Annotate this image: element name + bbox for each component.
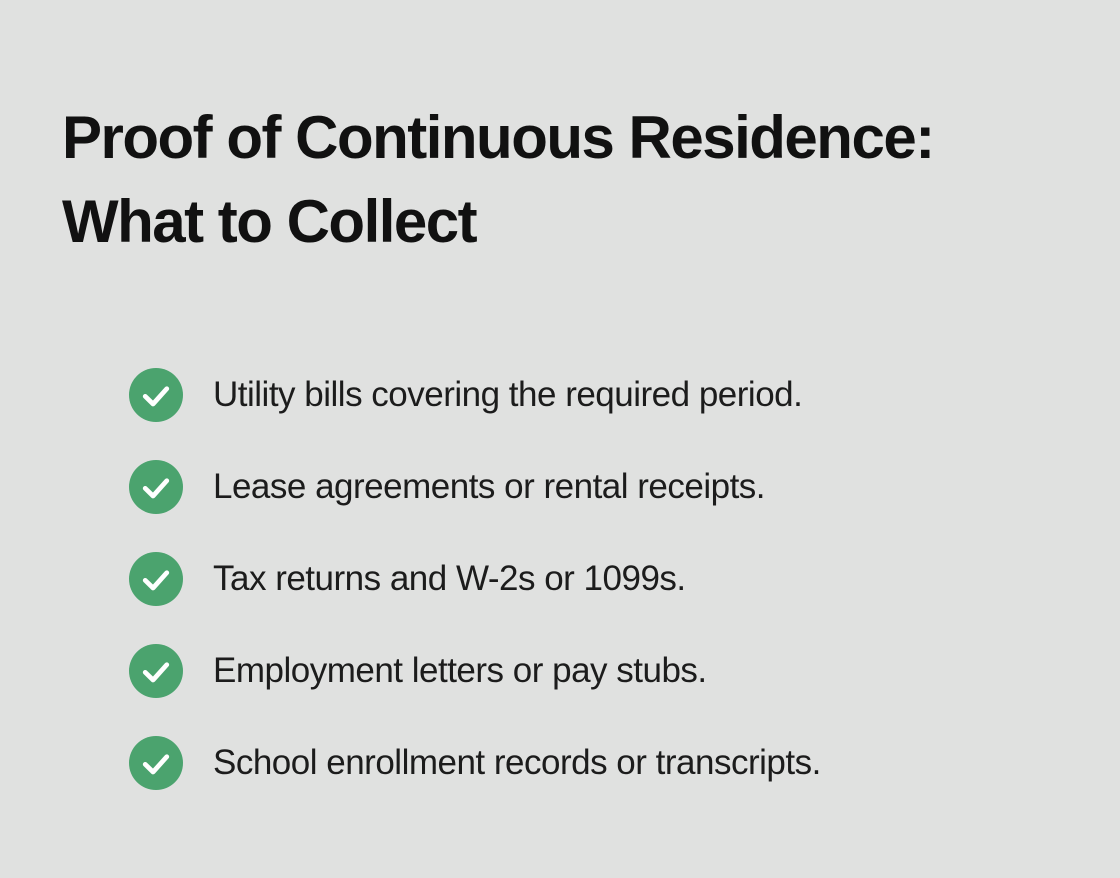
check-circle-icon <box>129 552 183 606</box>
check-circle-icon <box>129 644 183 698</box>
list-item-label: Employment letters or pay stubs. <box>213 651 707 690</box>
list-item <box>129 717 821 809</box>
list-item <box>129 533 821 625</box>
list-item-label: School enrollment records or transcripts. <box>213 743 821 782</box>
check-circle-icon <box>129 460 183 514</box>
list-item <box>129 625 821 717</box>
list-item-label: Utility bills covering the required period. <box>213 375 803 414</box>
list-item-label: Lease agreements or rental receipts. <box>213 467 766 506</box>
check-circle-icon <box>129 736 183 790</box>
page-title-line-1: Proof of Continuous Residence: <box>62 104 934 171</box>
check-circle-icon <box>129 368 183 422</box>
checklist <box>129 349 821 809</box>
page-title <box>62 96 934 264</box>
page-title-line-2: What to Collect <box>62 188 477 255</box>
list-item-label: Tax returns and W-2s or 1099s. <box>213 559 686 598</box>
list-item <box>129 441 821 533</box>
list-item <box>129 349 821 441</box>
